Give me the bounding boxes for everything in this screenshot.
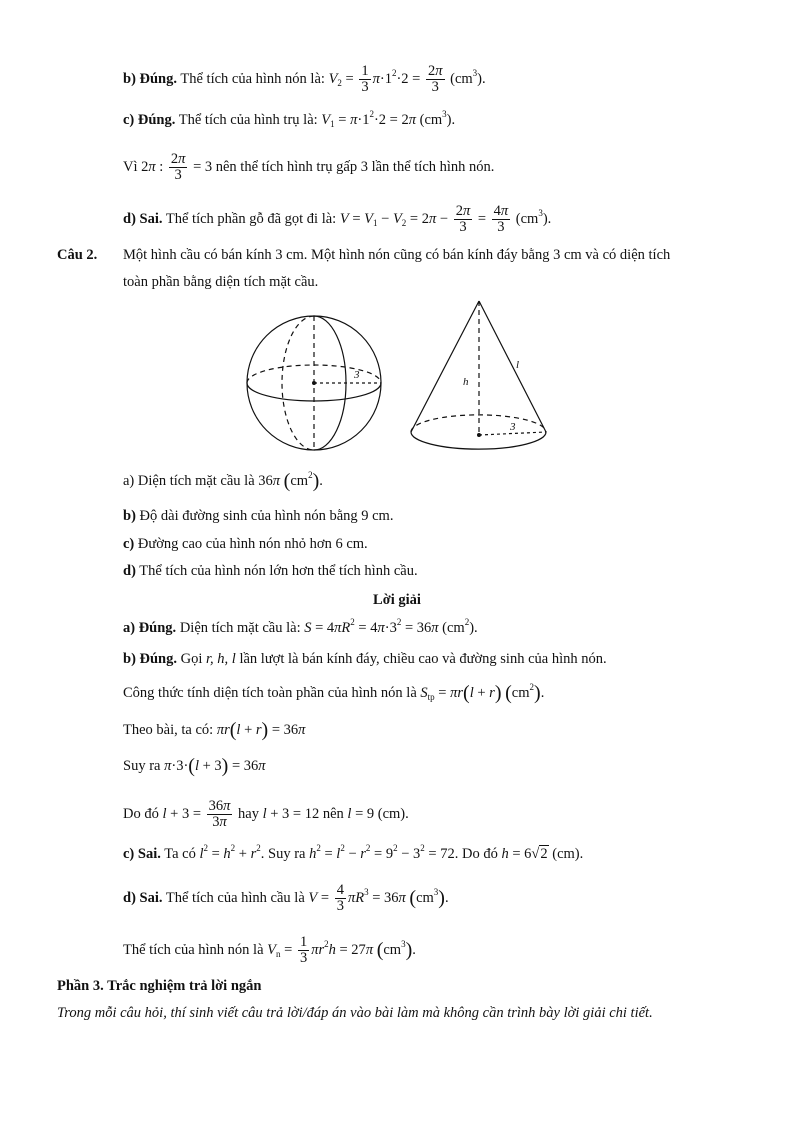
q1-answer-b — [123, 64, 486, 95]
formula-cone-volume-final: $V_n$ = $\frac{1}{3}$ $\pi r^2h = 27\pi$ $(cm^3)$. — [267, 934, 416, 966]
formula-removed-volume: $V = V_1 - V_2 = 2\pi$ − $\frac{2\pi}{3}$ = $\frac{4\pi}{3}$ $(cm^3)$. — [339, 203, 552, 235]
solution-b-do-do: Do đó l + 3 = $\frac{36\pi}{3\pi}$ hay l + 3 = 12 nên l = 9 (cm). — [123, 798, 409, 830]
option-c: c) Đường cao của hình nón nhỏ hơn 6 cm. — [123, 536, 368, 552]
formula-pythagoras: $l^2 = h^2 + r^2$. — [199, 843, 265, 862]
question-2-stem-line1: Một hình cầu có bán kính 3 cm. Một hình nón cũng có bán kính đáy bằng 3 cm và có diện tích — [123, 247, 671, 263]
formula-height-squared: $h^2 = l^2 - r^2 = 9^2 - 3^2 = 72$. — [309, 843, 459, 862]
part-3-instruction: Trong mỗi câu hỏi, thí sinh viết câu trả lời/đáp án vào bài làm mà không cần trình bày lời giải chi tiết. — [57, 1005, 653, 1021]
answer-c-head: c) Đúng. — [123, 112, 176, 128]
answer-c-text: Thể tích của hình trụ là: — [178, 112, 318, 128]
answer-b-head: b) Đúng. — [123, 70, 177, 87]
solution-d-cone: Thể tích của hình nón là $V_n$ = $\frac{1}{3}$ $\pi r^2h = 27\pi$ $(cm^3)$. — [123, 934, 416, 966]
formula-sphere-area-calc: $S = 4\pi R^2 = 4\pi\cdot 3^2 = 36\pi$ $(cm^2)$. — [304, 617, 478, 636]
sphere-meridian-right — [314, 316, 346, 450]
formula-sphere-area: 36π $(cm^2)$. — [258, 470, 323, 492]
formula-result: l + 3 = $\frac{36\pi}{3\pi}$ — [162, 798, 231, 830]
question-2-stem-line2: toàn phần bằng diện tích mặt cầu. — [123, 274, 319, 290]
option-b: b) Độ dài đường sinh của hình nón bằng 9 cm. — [123, 508, 394, 524]
part-3-title: Phần 3. Trắc nghiệm trả lời ngắn — [57, 978, 262, 994]
solution-d: d) Sai. Thể tích của hình cầu là V = $\frac{4}{3}$ $\pi R^3 = 36\pi$ $(cm^3)$. — [123, 882, 449, 914]
ratio-text-b: nên thể tích hình trụ gấp 3 lần thể tích hình nón. — [215, 158, 495, 175]
formula-sphere-volume: V = $\frac{4}{3}$ $\pi R^3 = 36\pi$ $(cm^3)$. — [308, 882, 449, 914]
formula-substitution: π·3·(l + 3) = 36π — [164, 755, 266, 777]
solution-c: c) Sai. Ta có $l^2 = h^2 + r^2$. Suy ra $h^2 = l^2 - r^2 = 9^2 - 3^2 = 72$. Do đó h = 6√2 (cm). — [123, 843, 584, 862]
sphere-center-dot — [312, 381, 316, 385]
q1-answer-c — [123, 110, 455, 130]
ratio-text-a: Vì — [123, 158, 138, 175]
option-a — [123, 471, 323, 491]
solution-b: b) Đúng. Gọi r, h, l lần lượt là bán kính đáy, chiều cao và đường sinh của hình nón. — [123, 651, 607, 667]
answer-d-head: d) Sai. — [123, 210, 163, 227]
q1-answer-d — [123, 204, 551, 235]
cone-h-label: h — [463, 376, 469, 388]
solution-a: a) Đúng. Diện tích mặt cầu là: $S = 4\pi R^2 = 4\pi\cdot 3^2 = 36\pi$ $(cm^2)$. — [123, 617, 478, 636]
formula-cone-total-area: $S_{tp} = \pi r(l + r)$ $(cm^2)$. — [420, 682, 545, 704]
answer-d-text: Thể tích phần gỗ đã gọt đi là: — [165, 210, 337, 227]
cone-right-edge — [479, 301, 546, 432]
solution-b-theo-bai: Theo bài, ta có: πr(l + r) = 36π — [123, 719, 306, 741]
formula-ratio: 2π : $\frac{2\pi}{3}$ = 3 — [141, 151, 213, 183]
solution-b-suy-ra: Suy ra π·3·(l + 3) = 36π — [123, 755, 266, 777]
sphere-cone-figure — [240, 296, 555, 456]
formula-equation: πr(l + r) = 36π — [216, 719, 306, 741]
formula-cylinder-volume: $V_1 = \pi\cdot 1^2\cdot 2 = 2\pi$ $(cm^3)$. — [321, 109, 456, 129]
cone-center-dot — [477, 433, 481, 437]
cone-l-label: l — [516, 359, 520, 371]
sphere-radius-label: 3 — [354, 369, 360, 381]
option-d: d) Thể tích của hình nón lớn hơn thể tích hình cầu. — [123, 563, 418, 579]
q1-ratio-line — [123, 152, 494, 183]
question-2-label: Câu 2. — [57, 247, 98, 263]
formula-cone-volume: $V_2$ = $\frac{1}{3}$ $\pi\cdot 1^2\cdot 2$ = $\frac{2\pi}{3}$ $(cm^3)$. — [328, 63, 486, 95]
sphere-meridian-left — [282, 316, 314, 450]
answer-b-text: Thể tích của hình nón là: — [180, 70, 325, 87]
formula-height: h = 6√2 (cm). — [501, 846, 584, 862]
cone-left-edge — [411, 301, 479, 432]
solution-title: Lời giải — [373, 592, 421, 608]
solution-b-formula: Công thức tính diện tích toàn phần của hình nón là $S_{tp} = \pi r(l + r)$ $(cm^2)$. — [123, 682, 545, 704]
cone-r-label: 3 — [510, 421, 516, 433]
option-a-text: a) Diện tích mặt cầu là — [123, 473, 255, 489]
